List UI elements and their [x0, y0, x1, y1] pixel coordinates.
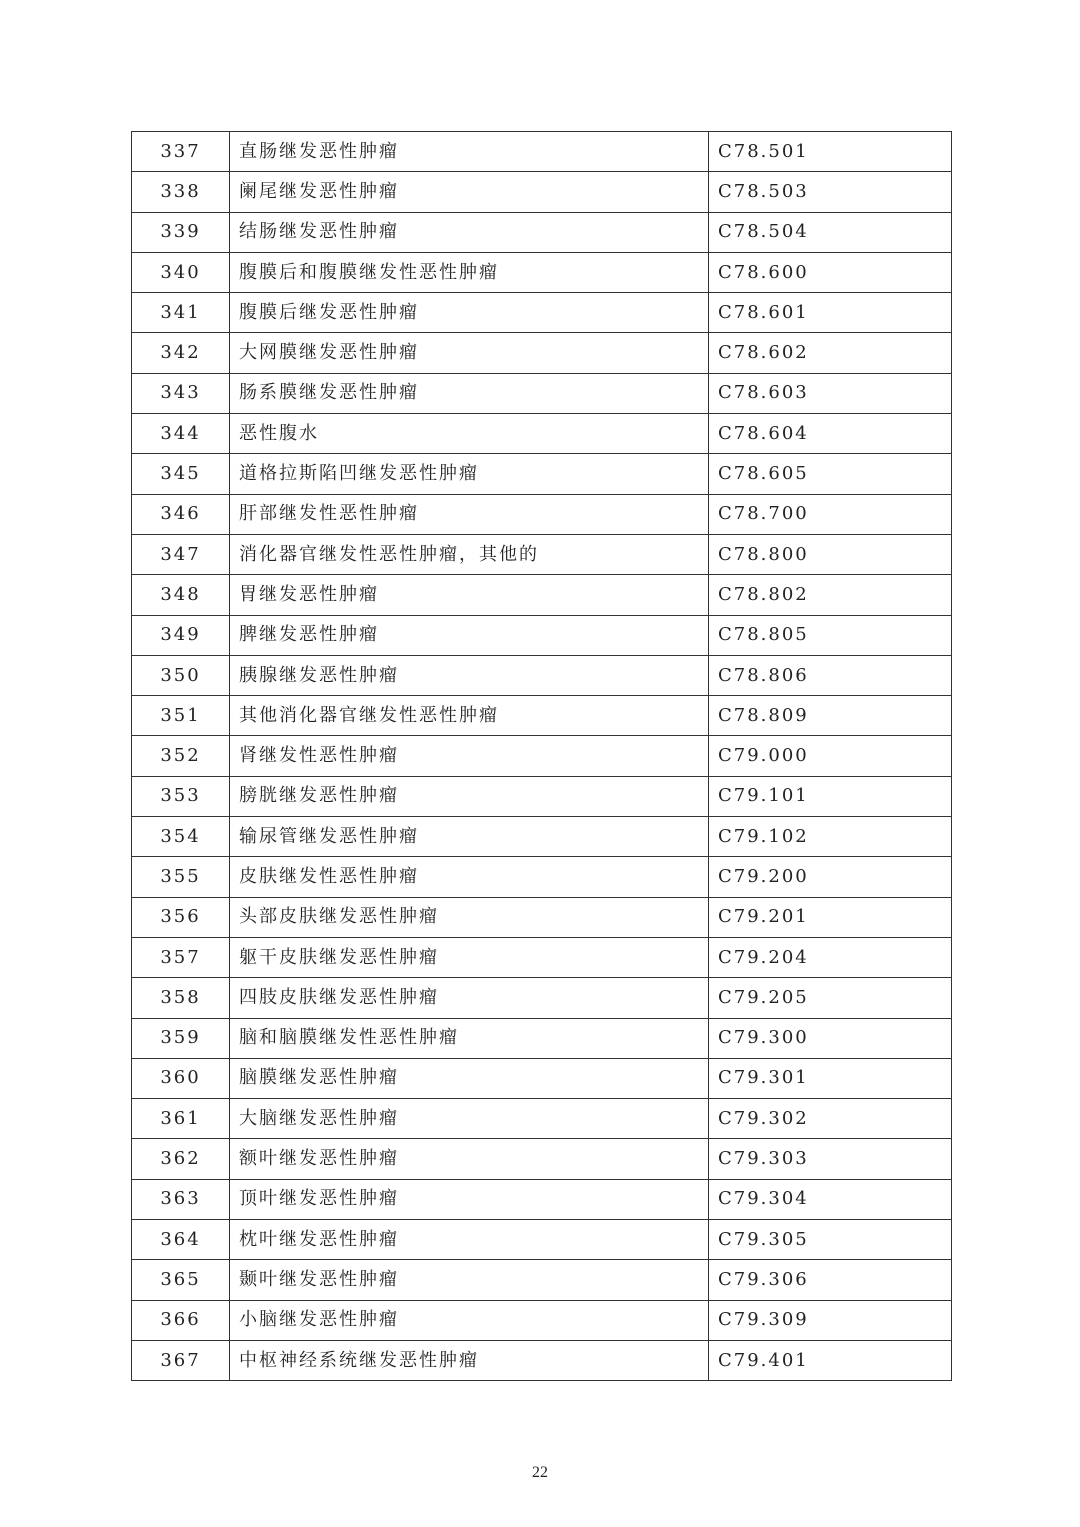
diagnosis-name-cell: 道格拉斯陷凹继发恶性肿瘤 — [230, 454, 709, 494]
diagnosis-code-cell: C78.604 — [709, 414, 952, 454]
diagnosis-name-cell: 输尿管继发恶性肿瘤 — [230, 817, 709, 857]
diagnosis-code-cell: C78.700 — [709, 494, 952, 534]
diagnosis-code-cell: C79.201 — [709, 897, 952, 937]
row-number-cell: 356 — [132, 897, 230, 937]
table-row — [132, 494, 952, 534]
diagnosis-name-cell: 颞叶继发恶性肿瘤 — [230, 1260, 709, 1300]
diagnosis-name-cell: 脑膜继发恶性肿瘤 — [230, 1058, 709, 1098]
table-row — [132, 615, 952, 655]
row-number-cell: 344 — [132, 414, 230, 454]
diagnosis-name-cell: 四肢皮肤继发恶性肿瘤 — [230, 978, 709, 1018]
row-number-cell: 355 — [132, 857, 230, 897]
row-number-cell: 350 — [132, 655, 230, 695]
table-row — [132, 454, 952, 494]
table-row — [132, 1300, 952, 1340]
row-number-cell: 367 — [132, 1340, 230, 1380]
table-row — [132, 736, 952, 776]
diagnosis-name-cell: 结肠继发恶性肿瘤 — [230, 212, 709, 252]
row-number-cell: 366 — [132, 1300, 230, 1340]
diagnosis-name-cell: 额叶继发恶性肿瘤 — [230, 1139, 709, 1179]
diagnosis-code-cell: C79.306 — [709, 1260, 952, 1300]
row-number-cell: 347 — [132, 534, 230, 574]
diagnosis-name-cell: 脾继发恶性肿瘤 — [230, 615, 709, 655]
diagnosis-name-cell: 直肠继发恶性肿瘤 — [230, 132, 709, 172]
diagnosis-code-cell: C79.300 — [709, 1018, 952, 1058]
diagnosis-name-cell: 大脑继发恶性肿瘤 — [230, 1099, 709, 1139]
diagnosis-code-cell: C78.605 — [709, 454, 952, 494]
row-number-cell: 351 — [132, 696, 230, 736]
diagnosis-code-table — [131, 131, 952, 1381]
diagnosis-code-cell: C79.304 — [709, 1179, 952, 1219]
row-number-cell: 349 — [132, 615, 230, 655]
table-row — [132, 937, 952, 977]
row-number-cell: 361 — [132, 1099, 230, 1139]
diagnosis-name-cell: 大网膜继发恶性肿瘤 — [230, 333, 709, 373]
diagnosis-name-cell: 中枢神经系统继发恶性肿瘤 — [230, 1340, 709, 1380]
diagnosis-code-cell: C78.603 — [709, 373, 952, 413]
diagnosis-code-cell: C79.401 — [709, 1340, 952, 1380]
diagnosis-name-cell: 胃继发恶性肿瘤 — [230, 575, 709, 615]
diagnosis-code-cell: C78.600 — [709, 252, 952, 292]
diagnosis-name-cell: 头部皮肤继发恶性肿瘤 — [230, 897, 709, 937]
table-row — [132, 1058, 952, 1098]
table-row — [132, 1340, 952, 1380]
row-number-cell: 339 — [132, 212, 230, 252]
diagnosis-code-cell: C78.503 — [709, 172, 952, 212]
table-row — [132, 575, 952, 615]
diagnosis-code-cell: C79.000 — [709, 736, 952, 776]
diagnosis-code-cell: C79.303 — [709, 1139, 952, 1179]
diagnosis-name-cell: 小脑继发恶性肿瘤 — [230, 1300, 709, 1340]
diagnosis-code-cell: C79.302 — [709, 1099, 952, 1139]
diagnosis-code-cell: C78.800 — [709, 534, 952, 574]
diagnosis-code-cell: C78.809 — [709, 696, 952, 736]
row-number-cell: 353 — [132, 776, 230, 816]
row-number-cell: 359 — [132, 1018, 230, 1058]
table-row — [132, 1260, 952, 1300]
row-number-cell: 345 — [132, 454, 230, 494]
diagnosis-code-cell: C79.205 — [709, 978, 952, 1018]
diagnosis-code-cell: C78.601 — [709, 293, 952, 333]
diagnosis-code-cell: C78.504 — [709, 212, 952, 252]
diagnosis-code-cell: C79.101 — [709, 776, 952, 816]
table-row — [132, 1099, 952, 1139]
table-row — [132, 172, 952, 212]
table-row — [132, 978, 952, 1018]
diagnosis-code-cell: C79.309 — [709, 1300, 952, 1340]
diagnosis-code-cell: C78.802 — [709, 575, 952, 615]
diagnosis-code-cell: C79.200 — [709, 857, 952, 897]
row-number-cell: 358 — [132, 978, 230, 1018]
table-body — [132, 132, 952, 1381]
row-number-cell: 352 — [132, 736, 230, 776]
diagnosis-code-cell: C79.305 — [709, 1220, 952, 1260]
row-number-cell: 365 — [132, 1260, 230, 1300]
diagnosis-name-cell: 脑和脑膜继发性恶性肿瘤 — [230, 1018, 709, 1058]
diagnosis-name-cell: 皮肤继发性恶性肿瘤 — [230, 857, 709, 897]
diagnosis-name-cell: 枕叶继发恶性肿瘤 — [230, 1220, 709, 1260]
diagnosis-name-cell: 肾继发性恶性肿瘤 — [230, 736, 709, 776]
row-number-cell: 342 — [132, 333, 230, 373]
row-number-cell: 346 — [132, 494, 230, 534]
diagnosis-code-cell: C79.204 — [709, 937, 952, 977]
diagnosis-name-cell: 躯干皮肤继发恶性肿瘤 — [230, 937, 709, 977]
table-row — [132, 696, 952, 736]
diagnosis-name-cell: 肝部继发性恶性肿瘤 — [230, 494, 709, 534]
diagnosis-name-cell: 阑尾继发恶性肿瘤 — [230, 172, 709, 212]
diagnosis-name-cell: 肠系膜继发恶性肿瘤 — [230, 373, 709, 413]
table-row — [132, 373, 952, 413]
table-row — [132, 1139, 952, 1179]
row-number-cell: 348 — [132, 575, 230, 615]
table-row — [132, 776, 952, 816]
table-row — [132, 1179, 952, 1219]
row-number-cell: 343 — [132, 373, 230, 413]
diagnosis-name-cell: 顶叶继发恶性肿瘤 — [230, 1179, 709, 1219]
diagnosis-name-cell: 恶性腹水 — [230, 414, 709, 454]
table-row — [132, 293, 952, 333]
row-number-cell: 354 — [132, 817, 230, 857]
row-number-cell: 338 — [132, 172, 230, 212]
row-number-cell: 357 — [132, 937, 230, 977]
table-row — [132, 252, 952, 292]
table-row — [132, 212, 952, 252]
row-number-cell: 341 — [132, 293, 230, 333]
diagnosis-name-cell: 其他消化器官继发性恶性肿瘤 — [230, 696, 709, 736]
row-number-cell: 337 — [132, 132, 230, 172]
diagnosis-name-cell: 胰腺继发恶性肿瘤 — [230, 655, 709, 695]
diagnosis-name-cell: 腹膜后继发恶性肿瘤 — [230, 293, 709, 333]
page-number: 22 — [532, 1464, 548, 1481]
row-number-cell: 362 — [132, 1139, 230, 1179]
table-row — [132, 817, 952, 857]
table-row — [132, 333, 952, 373]
table-row — [132, 1220, 952, 1260]
table-row — [132, 132, 952, 172]
row-number-cell: 364 — [132, 1220, 230, 1260]
diagnosis-code-cell: C78.501 — [709, 132, 952, 172]
diagnosis-name-cell: 消化器官继发性恶性肿瘤，其他的 — [230, 534, 709, 574]
diagnosis-name-cell: 膀胱继发恶性肿瘤 — [230, 776, 709, 816]
table-row — [132, 655, 952, 695]
row-number-cell: 340 — [132, 252, 230, 292]
diagnosis-code-cell: C78.602 — [709, 333, 952, 373]
diagnosis-code-cell: C79.301 — [709, 1058, 952, 1098]
row-number-cell: 360 — [132, 1058, 230, 1098]
table-row — [132, 534, 952, 574]
diagnosis-code-cell: C78.806 — [709, 655, 952, 695]
diagnosis-name-cell: 腹膜后和腹膜继发性恶性肿瘤 — [230, 252, 709, 292]
table-row — [132, 857, 952, 897]
row-number-cell: 363 — [132, 1179, 230, 1219]
table-row — [132, 897, 952, 937]
table-row — [132, 1018, 952, 1058]
table-row — [132, 414, 952, 454]
diagnosis-code-cell: C79.102 — [709, 817, 952, 857]
diagnosis-code-cell: C78.805 — [709, 615, 952, 655]
